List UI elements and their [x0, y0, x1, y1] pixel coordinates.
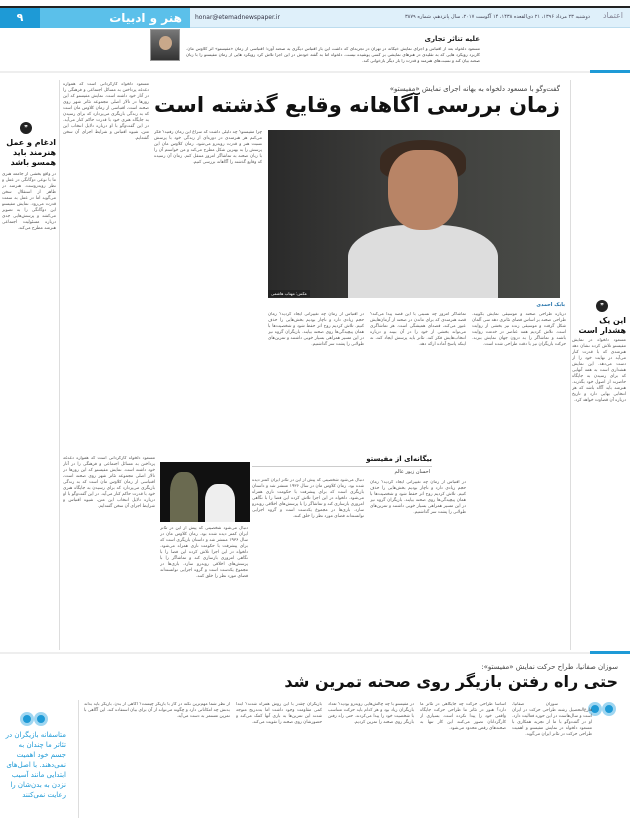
quote-icon	[602, 702, 616, 716]
columnist-avatar	[150, 29, 180, 61]
columnist-name: علیه تناثر تجاری	[424, 35, 480, 43]
left-sidebar-body: در واقع بخشی از جامعه هنری ما با نوعی دوگانگی در عمل و نظر روبه‌روست. هنرمند در ظاهر از استقلال سخن می‌گوید اما در عمل به سمت قدرت می‌رود. نمایش مفیستو این دوگانگی را به تصویر می‌کشد و پرسش‌هایی جدی درباره مسئولیت اجتماعی هنرمند مطرح می‌کند.	[2, 172, 56, 231]
sub-article-header	[252, 455, 432, 467]
article-column: در اقتباس از رمان چه تغییراتی ایجاد کردید؟ رمان حجم زیادی دارد و ناچار بودیم بخش‌هایی را حذف کنیم. تلاش کردیم روح اثر حفظ شود و شخصیت‌ها با همان پیچیدگی‌ها روی صحنه بیایند. بازیگران گروه نیز در این مسیر همراهی بسیار خوبی داشتند و تمرین‌های طولانی را پشت سر گذاشتیم.	[370, 480, 466, 515]
columnist-bio: مسعود دلخواه بعد از اقتباس و اجرای نمایش خیکانه در تهران در تجربه‌ای که داشت این بار اقتباس دیگری به صحنه آورد؛ اقتباسی از رمان «مفیستو» اثر کلاوس مان. کاربرد رویکرد هایی که به تقلیدی در هنرهای نمایشی بر کسی پوشیده نیست. دلخواه اما به گفته خودش در این اجرا تلاش کرد رویکرد هایی از رمان مفیستو را با زبان صحنه بیان کند و نسبت‌های هنرمند و قدرت را بار دیگر بازخوانی کند.	[186, 46, 480, 63]
photo-credit: عکس: مهتاب هاشمی	[268, 290, 310, 297]
interview-photo	[268, 130, 560, 298]
quote-icon: ❞	[596, 300, 608, 312]
divider	[0, 652, 630, 654]
article-column: بازیگران چقدر با این روش همراه شدند؟ ابتدا کمی مقاومت وجود داشت اما به‌تدریج متوجه شدند این تمرین‌ها به بازی آنها کمک می‌کند و حضورشان روی صحنه را تقویت می‌کند.	[236, 702, 322, 725]
column-rule	[570, 80, 571, 650]
page-header	[0, 8, 630, 28]
stage-photo	[160, 462, 250, 522]
sub-article-body: دنبال می‌شود شخصیتی که پیش از این در تئاتر ایران کمتر دیده شده بود. رمان کلاوس مان در سال ۱۹۳۶ منتشر شد و داستان بازیگری است که برای پیشرفت با حکومت نازی همراه می‌شود. دلخواه در این اجرا تلاش کرده این فضا را با نگاهی امروزی بازسازی کند و تماشاگر را با پرسش‌های اخلاقی روبه‌رو سازد. بازی‌ها در مجموع یکدست است و گروه اجرایی توانسته‌اند فضای مورد نظر را خلق کنند.	[252, 478, 364, 519]
article-column: اساسا طراحی حرکت چه جایگاهی در تئاتر ما دارد؟ هنوز در تئاتر ما طراحی حرکت جایگاه واقعی خود را پیدا نکرده است. بسیاری از کارگردانان تصور می‌کنند این کار تنها به صحنه‌های رقص محدود می‌شود.	[420, 702, 506, 731]
article-column: از نظر شما مهم‌ترین نکته در کار با بازیگر چیست؟ آگاهی از بدن. بازیگر باید بداند بدنش چه امکاناتی دارد و چگونه می‌تواند از آن برای بیان استفاده کند. این آگاهی با تمرین مستمر به دست می‌آید.	[84, 702, 230, 719]
main-kicker: گفت‌وگو با مسعود دلخواه به بهانه اجرای نمایش «مفیستو»	[389, 85, 560, 93]
article-column: در مفیستو با چه چالش‌هایی روبه‌رو بودید؟ تعداد بازیگران زیاد بود و هر کدام باید حرکت متناسب با شخصیت خود را پیدا می‌کردند. حتی راه رفتن بازیگر روی صحنه را تمرین کردیم.	[328, 702, 414, 725]
article-column: سوزان صفانیا، فارغ‌التحصیل رشته طراحی حرکت در ایران است و سال‌هاست در این حوزه فعالیت دارد. او در گفت‌وگو با ما از تجربه همکاری با مسعود دلخواه در نمایش مفیستو و اهمیت طراحی حرکت در تئاتر ایران می‌گوید.	[512, 702, 592, 737]
quote-icon	[20, 712, 34, 726]
column-rule	[78, 700, 79, 818]
article-column: تماشاگر امروز چه نسبتی با این قصه پیدا می‌کند؟ قصه هنرمندی که برای ماندن در صحنه از آرمان‌هایش عبور می‌کند، قصه‌ای همیشگی است. هر تماشاگری می‌تواند بخشی از خود را در آن ببیند و درباره انتخاب‌هایش فکر کند. تئاتر باید پرسش ایجاد کند، نه اینکه پاسخ آماده ارائه دهد.	[370, 312, 466, 347]
section-title: هنر و ادبیات	[40, 8, 190, 28]
sub-article-body: دنبال می‌شود شخصیتی که پیش از این در تئاتر ایران کمتر دیده شده بود. رمان کلاوس مان در سال ۱۹۳۶ منتشر شد و داستان بازیگری است که برای پیشرفت با حکومت نازی همراه می‌شود. دلخواه در این اجرا تلاش کرده این فضا را با نگاهی امروزی بازسازی کند و تماشاگر را با پرسش‌های اخلاقی روبه‌رو سازد. بازی‌ها در مجموع یکدست است و گروه اجرایی توانسته‌اند فضای مورد نظر را خلق کنند.	[160, 526, 248, 579]
sub-article-author: احسان زیور عالم	[394, 469, 430, 475]
quote-icon: ❞	[20, 122, 32, 134]
article-column: در اقتباس از رمان چه تغییراتی ایجاد کردید؟ رمان حجم زیادی دارد و ناچار بودیم بخش‌هایی را حذف کنیم. تلاش کردیم روح اثر حفظ شود و شخصیت‌ها با همان پیچیدگی‌ها روی صحنه بیایند. بازیگران گروه نیز در این مسیر همراهی بسیار خوبی داشتند و تمرین‌های طولانی را پشت سر گذاشتیم.	[268, 312, 364, 347]
section-marker	[590, 651, 630, 654]
right-sidebar-body: مسعود دلخواه در نمایش مفیستو تلاش کرده نشان دهد هنرمندی که با قدرت کنار می‌آید در نهایت خود را از دست می‌دهد. این نمایش هشداری است به همه آنهایی که برای رسیدن به جایگاه حاضرند از اصول خود بگذرند. هنرمند باید آگاه باشد که هر انتخابی بهایی دارد و تاریخ درباره آن قضاوت خواهد کرد.	[572, 338, 626, 403]
quote-icon	[34, 712, 48, 726]
right-sidebar-headline: این یک هشدار است	[578, 316, 626, 335]
author-name: بابک احمدی	[536, 302, 565, 308]
section-marker	[590, 70, 630, 73]
article-column: چرا مفیستو؟ چه دلیلی داشت که سراغ این رمان رفتید؟ فکر می‌کنم هر هنرمندی در دوره‌ای از زندگی خود با پرسش نسبت هنر و قدرت روبه‌رو می‌شود. رمان کلاوس مان این پرسش را به بهترین شکل مطرح می‌کند و من خواستم آن را با زبان صحنه به تماشاگر امروز منتقل کنم. زمان آن رسیده که وقایع گذشته را آگاهانه بررسی کنیم.	[154, 130, 262, 165]
sub-article-headline: بیگانه‌ای از مفیستو	[366, 455, 432, 463]
main-headline: زمان بررسی آگاهانه وقایع گذشته است	[153, 93, 560, 117]
section-email[interactable]: honar@etemadnewspaper.ir	[195, 14, 280, 21]
article-column: درباره طراحی صحنه و موسیقی نمایش بگویید. طراحی صحنه بر اساس فضای تئاتری دهه سی آلمان شکل گرفت و موسیقی زنده نیز بخشی از روایت است. تلاش کردیم همه عناصر در خدمت روایت باشند و تماشاگر را به درون جهان نمایش ببرند. حرکت بازیگران نیز با دقت طراحی شده است.	[472, 312, 566, 347]
article-column: مسعود دلخواه کارگردانی است که همواره دغدغه پرداختن به مسائل اجتماعی و فرهنگی را در آثار خود داشته است. نمایش مفیستو که این روزها در تالار اصلی مجموعه تئاتر شهر روی صحنه است، اقتباسی از رمان کلاوس مان است که به زندگی بازیگری می‌پردازد که برای رسیدن به جایگاه هنری خود با قدرت حاکم کنار می‌آید. در این گفت‌وگو با او درباره دلایل انتخاب این متن، شیوه اقتباس و شرایط اجرای آن سخن گفته‌ایم.	[63, 456, 155, 509]
newspaper-logo: اعتماد	[602, 11, 624, 20]
columnist-strip	[186, 29, 480, 69]
issue-date: دوشنبه ۲۳ مرداد ۱۳۹۶، ۲۱ ذی‌القعده ۱۴۳۸، ۱۴ آگوست ۲۰۱۷، سال پانزدهم، شماره ۳۸۷۹	[404, 14, 590, 20]
bottom-kicker: سوزان صفانیا، طراح حرکت نمایش «مفیستو»:	[481, 663, 618, 671]
left-sidebar-headline: ادغام و عمل هنرمند باید همسو باشد	[6, 138, 56, 167]
pull-quote: متاسفانه بازیگران در تئاتر ما چندان به جسم خود اهمیت نمی‌دهند. با اصل‌های ابتدایی مانند آسیب نزدن به بدن‌شان را رعایت نمی‌کنند	[5, 731, 66, 799]
divider	[0, 71, 630, 73]
column-rule	[59, 80, 60, 650]
page-number: ۹	[0, 8, 40, 28]
bottom-headline: حتی راه رفتن بازیگر روی صحنه تمرین شد	[284, 672, 618, 691]
article-column: مسعود دلخواه کارگردانی است که همواره دغدغه پرداختن به مسائل اجتماعی و فرهنگی را در آثار خود داشته است. نمایش مفیستو که این روزها در تالار اصلی مجموعه تئاتر شهر روی صحنه است، اقتباسی از رمان کلاوس مان است که به زندگی بازیگری می‌پردازد که برای رسیدن به جایگاه هنری خود با قدرت حاکم کنار می‌آید. در این گفت‌وگو با او درباره دلایل انتخاب این متن، شیوه اقتباس و شرایط اجرای آن سخن گفته‌ایم.	[63, 82, 149, 141]
